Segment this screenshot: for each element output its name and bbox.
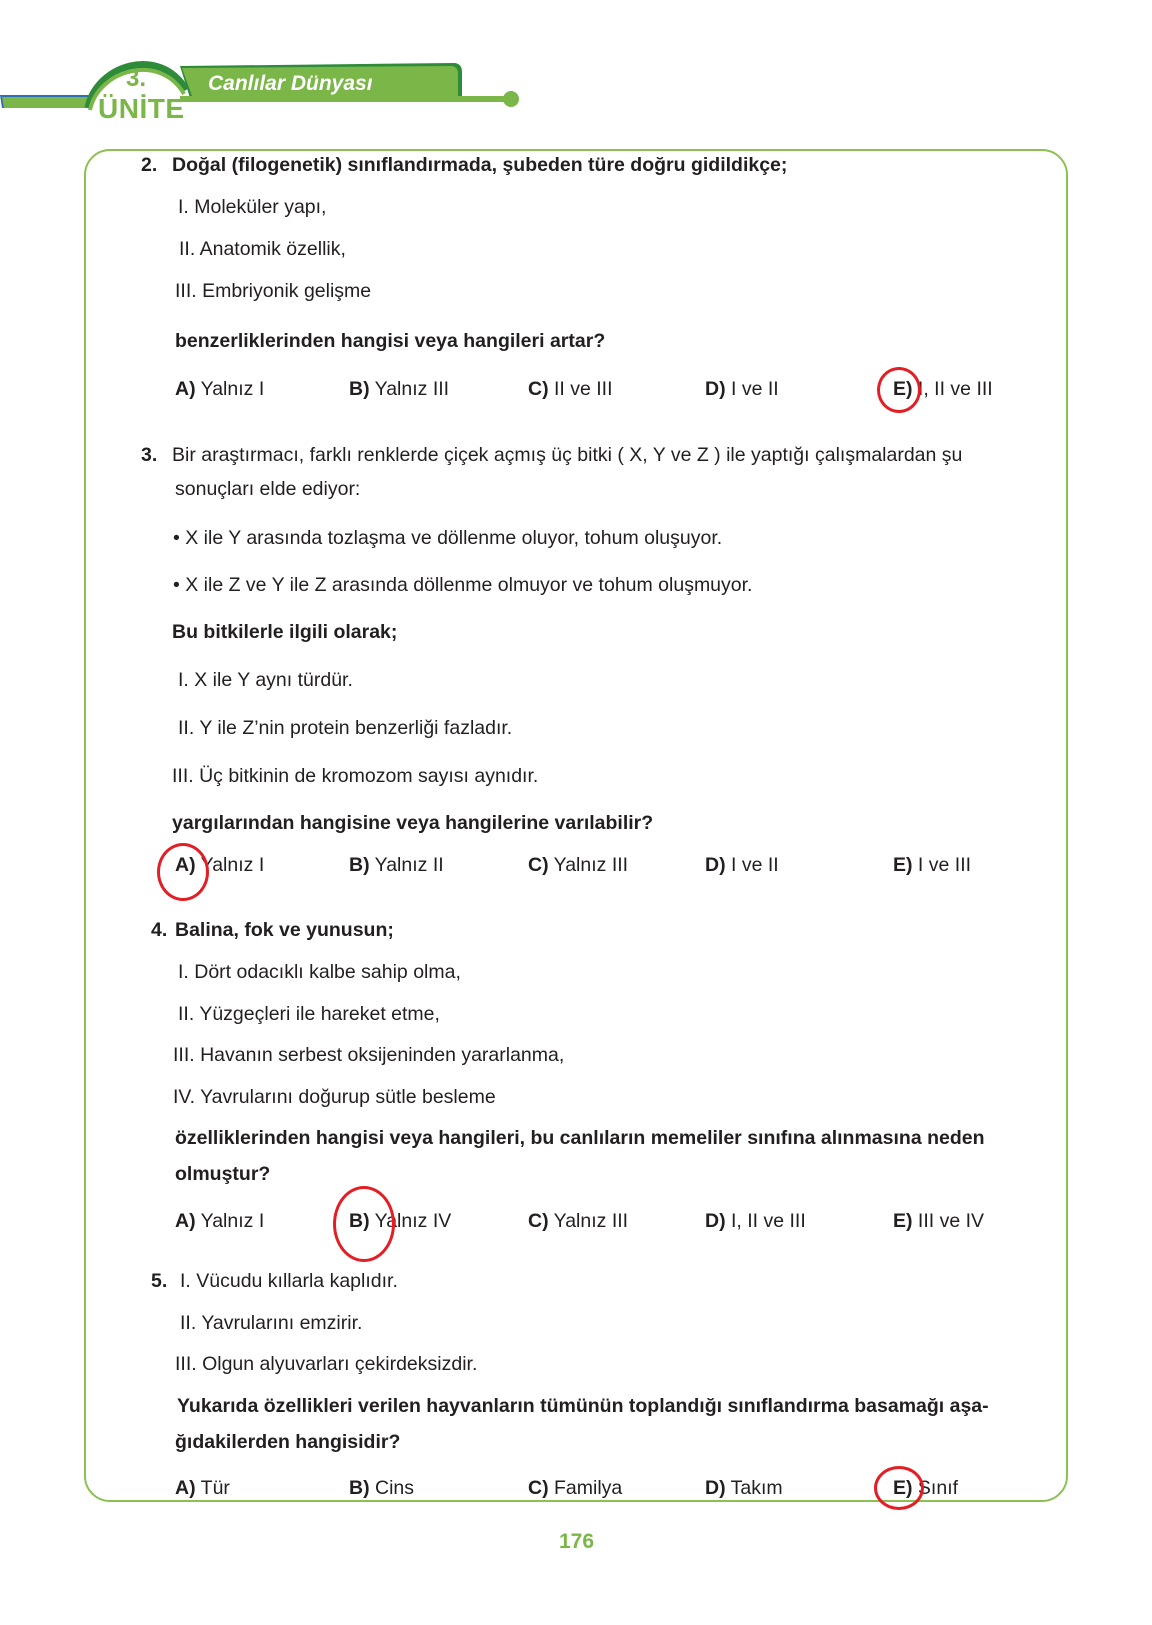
option-b[interactable]: B) Cins — [349, 1477, 415, 1499]
option-a[interactable]: A) Yalnız I — [175, 854, 265, 876]
statement-item: II. Yavrularını emzirir. — [180, 1312, 363, 1334]
answer-circle-mark — [877, 367, 921, 413]
option-d[interactable]: D) Takım — [705, 1477, 783, 1499]
statement-item: I. Dört odacıklı kalbe sahip olma, — [178, 961, 461, 983]
option-e[interactable]: E) I ve III — [893, 854, 972, 876]
option-c[interactable]: C) Yalnız III — [528, 1210, 629, 1232]
option-d[interactable]: D) I ve II — [705, 854, 779, 876]
question-number: 5. — [151, 1270, 168, 1292]
option-c[interactable]: C) II ve III — [528, 378, 613, 400]
option-e[interactable]: E) I, II ve III — [893, 378, 993, 400]
statement-item: I. Moleküler yapı, — [178, 196, 327, 218]
banner-end-dot — [503, 91, 519, 107]
statement-item: II. Y ile Z’nin protein benzerliği fazladır. — [178, 717, 513, 739]
question-lead: Bu bitkilerle ilgili olarak; — [172, 621, 398, 643]
option-e[interactable]: E) III ve IV — [893, 1210, 985, 1232]
option-e[interactable]: E) Sınıf — [893, 1477, 959, 1499]
unit-number: 3. — [126, 65, 147, 92]
question-stem: yargılarından hangisine veya hangilerine varılabilir? — [172, 812, 654, 834]
question-stem: özelliklerinden hangisi veya hangileri, bu canlıların memeliler sınıfına alınmasına neden — [175, 1127, 985, 1149]
bullet-item: • X ile Z ve Y ile Z arasında döllenme olmuyor ve tohum oluşmuyor. — [173, 574, 753, 596]
statement-item: III. Olgun alyuvarları çekirdeksizdir. — [175, 1353, 478, 1375]
question-title-cont: sonuçları elde ediyor: — [175, 478, 361, 500]
statement-item: I. X ile Y aynı türdür. — [178, 669, 353, 691]
question-stem-cont: ğıdakilerden hangisidir? — [175, 1431, 401, 1453]
statement-item: II. Anatomik özellik, — [179, 238, 346, 260]
option-a[interactable]: A) Yalnız I — [175, 378, 265, 400]
question-number: 4. — [151, 919, 168, 941]
unit-label: ÜNİTE — [98, 93, 185, 124]
statement-item: III. Üç bitkinin de kromozom sayısı aynıdır. — [172, 765, 539, 787]
statement-item: III. Havanın serbest oksijeninden yararlanma, — [173, 1044, 565, 1066]
bullet-item: • X ile Y arasında tozlaşma ve döllenme oluyor, tohum oluşuyor. — [173, 527, 723, 549]
statement-item: I. Vücudu kıllarla kaplıdır. — [180, 1270, 398, 1292]
chapter-title: Canlılar Dünyası — [208, 72, 373, 95]
option-b[interactable]: B) Yalnız III — [349, 378, 450, 400]
option-d[interactable]: D) I ve II — [705, 378, 779, 400]
question-title: Doğal (filogenetik) sınıflandırmada, şubeden türe doğru gidildikçe; — [172, 154, 788, 176]
question-title: Bir araştırmacı, farklı renklerde çiçek açmış üç bitki ( X, Y ve Z ) ile yaptığı çalışmalardan şu — [172, 444, 963, 466]
option-b[interactable]: B) Yalnız II — [349, 854, 444, 876]
question-number: 2. — [141, 154, 158, 176]
option-d[interactable]: D) I, II ve III — [705, 1210, 806, 1232]
option-b[interactable]: B) Yalnız IV — [349, 1210, 452, 1232]
statement-item: IV. Yavrularını doğurup sütle besleme — [173, 1086, 496, 1108]
statement-item: III. Embriyonik gelişme — [175, 280, 372, 302]
option-a[interactable]: A) Tür — [175, 1477, 230, 1499]
question-number: 3. — [141, 444, 158, 466]
answer-circle-mark — [157, 843, 209, 901]
question-stem: Yukarıda özellikleri verilen hayvanların tümünün toplandığı sınıflandırma basamağı aşa- — [177, 1395, 989, 1417]
answer-circle-mark — [874, 1466, 924, 1510]
question-title: Balina, fok ve yunusun; — [175, 919, 394, 941]
question-stem-cont: olmuştur? — [175, 1163, 271, 1185]
answer-circle-mark — [333, 1186, 395, 1262]
question-stem: benzerliklerinden hangisi veya hangileri artar? — [175, 330, 606, 352]
option-a[interactable]: A) Yalnız I — [175, 1210, 265, 1232]
page-number: 176 — [559, 1530, 595, 1553]
option-c[interactable]: C) Yalnız III — [528, 854, 629, 876]
statement-item: II. Yüzgeçleri ile hareket etme, — [178, 1003, 440, 1025]
option-c[interactable]: C) Familya — [528, 1477, 623, 1499]
